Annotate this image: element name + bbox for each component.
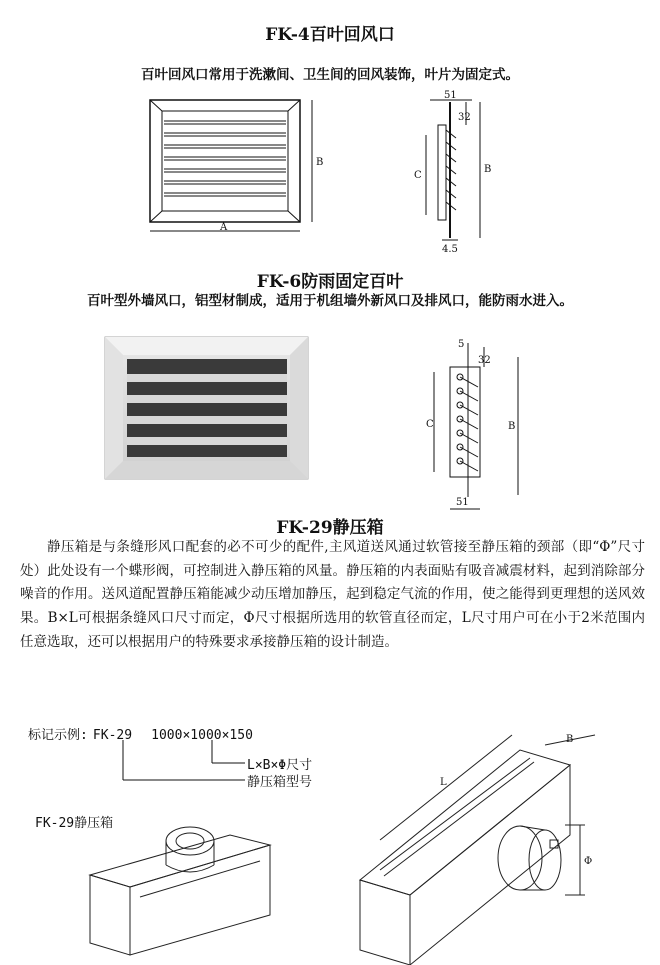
box-label: FK-29静压箱 <box>35 816 114 831</box>
marking-model: FK-29 <box>92 728 133 743</box>
marking-size: 1000×1000×150 <box>151 728 253 743</box>
section3-title: FK-29静压箱 <box>276 518 384 538</box>
dim-b-label-right: B <box>566 734 574 745</box>
dim-32b-label: 32 <box>478 355 491 366</box>
dim-a-label: A <box>220 222 228 233</box>
note-size: L×B×Φ尺寸 <box>247 758 313 773</box>
dim-51-label: 51 <box>444 90 457 101</box>
dim-b3-label: B <box>508 421 516 432</box>
section2-description: 百叶型外墙风口，铝型材制成，适用于机组墙外新风口及排风口，能防雨水进入。 <box>87 293 573 309</box>
marking-label: 标记示例: <box>28 728 88 743</box>
dim-b-label: B <box>316 157 324 168</box>
dim-5-label: 5 <box>458 339 465 350</box>
dim-c2-label: C <box>426 419 434 430</box>
section2-title: FK-6防雨固定百叶 <box>256 272 404 292</box>
dim-c-label: C <box>414 170 422 181</box>
dim-l-label: L <box>440 777 447 788</box>
plenum-box-right-drawing <box>340 730 630 965</box>
dim-b2-label: B <box>484 164 492 175</box>
dim-45-label: 4.5 <box>442 244 458 255</box>
section1-title: FK-4百叶回风口 <box>265 25 395 45</box>
dim-phi-label: Φ <box>584 856 593 867</box>
note-model: 静压箱型号 <box>247 775 313 790</box>
plenum-box-left-drawing <box>80 815 280 965</box>
section3-paragraph: 静压箱是与条缝形风口配套的必不可少的配件,主风道送风通过软管接至静压箱的颈部（即“Φ”尺寸处）此处设有一个蝶形阀，可控制进入静压箱的风量。静压箱的内表面贴有吸音减震材料，起到消除部分噪音的作用。送风道配置静压箱能减少动压增加静压，起到稳定气流的作用，使之能得到更理想的送风效果。B×L可根据条缝风口尺寸而定，Φ尺寸根据所选用的软管直径而定，L尺寸用户可在小于2米范围内任意选取，还可以根据用户的特殊要求承接静压箱的设计制造。 <box>20 539 645 650</box>
section1-description: 百叶回风口常用于洗漱间、卫生间的回风装饰，叶片为固定式。 <box>141 67 519 83</box>
dim-32-label: 32 <box>458 112 471 123</box>
dim-51b-label: 51 <box>456 497 469 508</box>
